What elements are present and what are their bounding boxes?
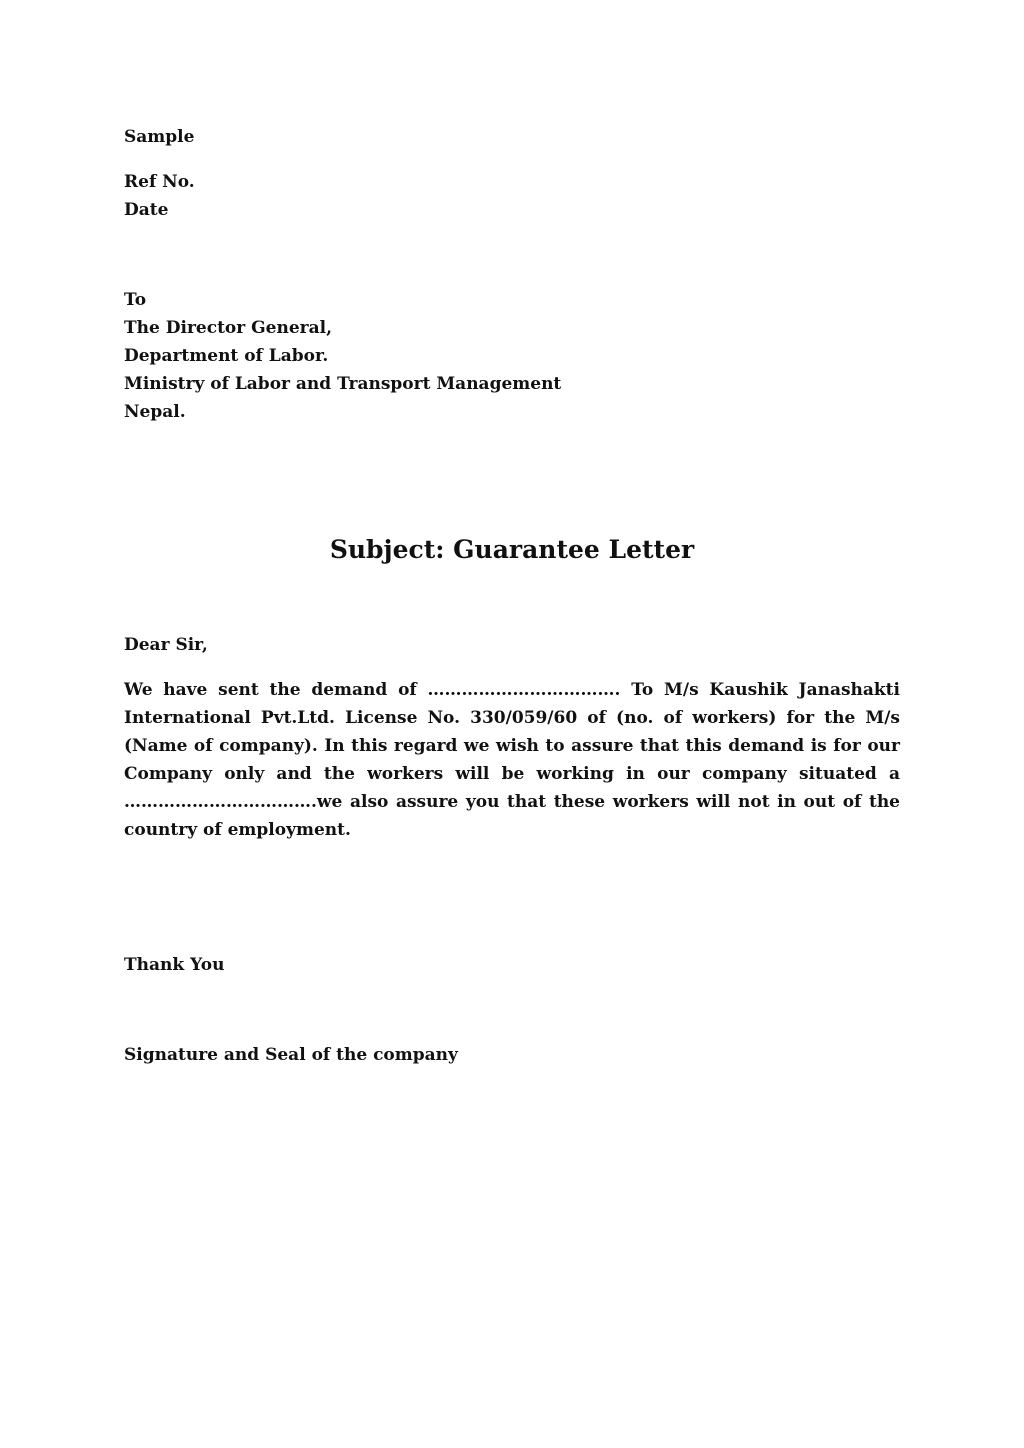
closing: Thank You (124, 955, 225, 975)
salutation: Dear Sir, (124, 635, 208, 655)
recipient-line-1: The Director General, (124, 318, 332, 338)
recipient-line-4: Nepal. (124, 402, 186, 422)
date-label: Date (124, 200, 169, 220)
signature-line: Signature and Seal of the company (124, 1045, 458, 1065)
recipient-line-3: Ministry of Labor and Transport Management (124, 374, 562, 394)
ref-no-label: Ref No. (124, 172, 195, 192)
body-paragraph: We have sent the demand of ……………………………. To M/s Kaushik Janashakti International Pvt.Ltd. License No. 330/059/60 of (no. of workers) for the M/s (Name of company). In this regard we wish to assure that this demand is for our Company only and the workers will be working in our company situated a …………………………….we also assure you that these workers will not in out of the country of employment. (124, 680, 900, 840)
recipient-to: To (124, 290, 147, 310)
sample-label: Sample (124, 127, 195, 147)
recipient-line-2: Department of Labor. (124, 346, 329, 366)
subject-heading: Subject: Guarantee Letter (329, 535, 695, 564)
